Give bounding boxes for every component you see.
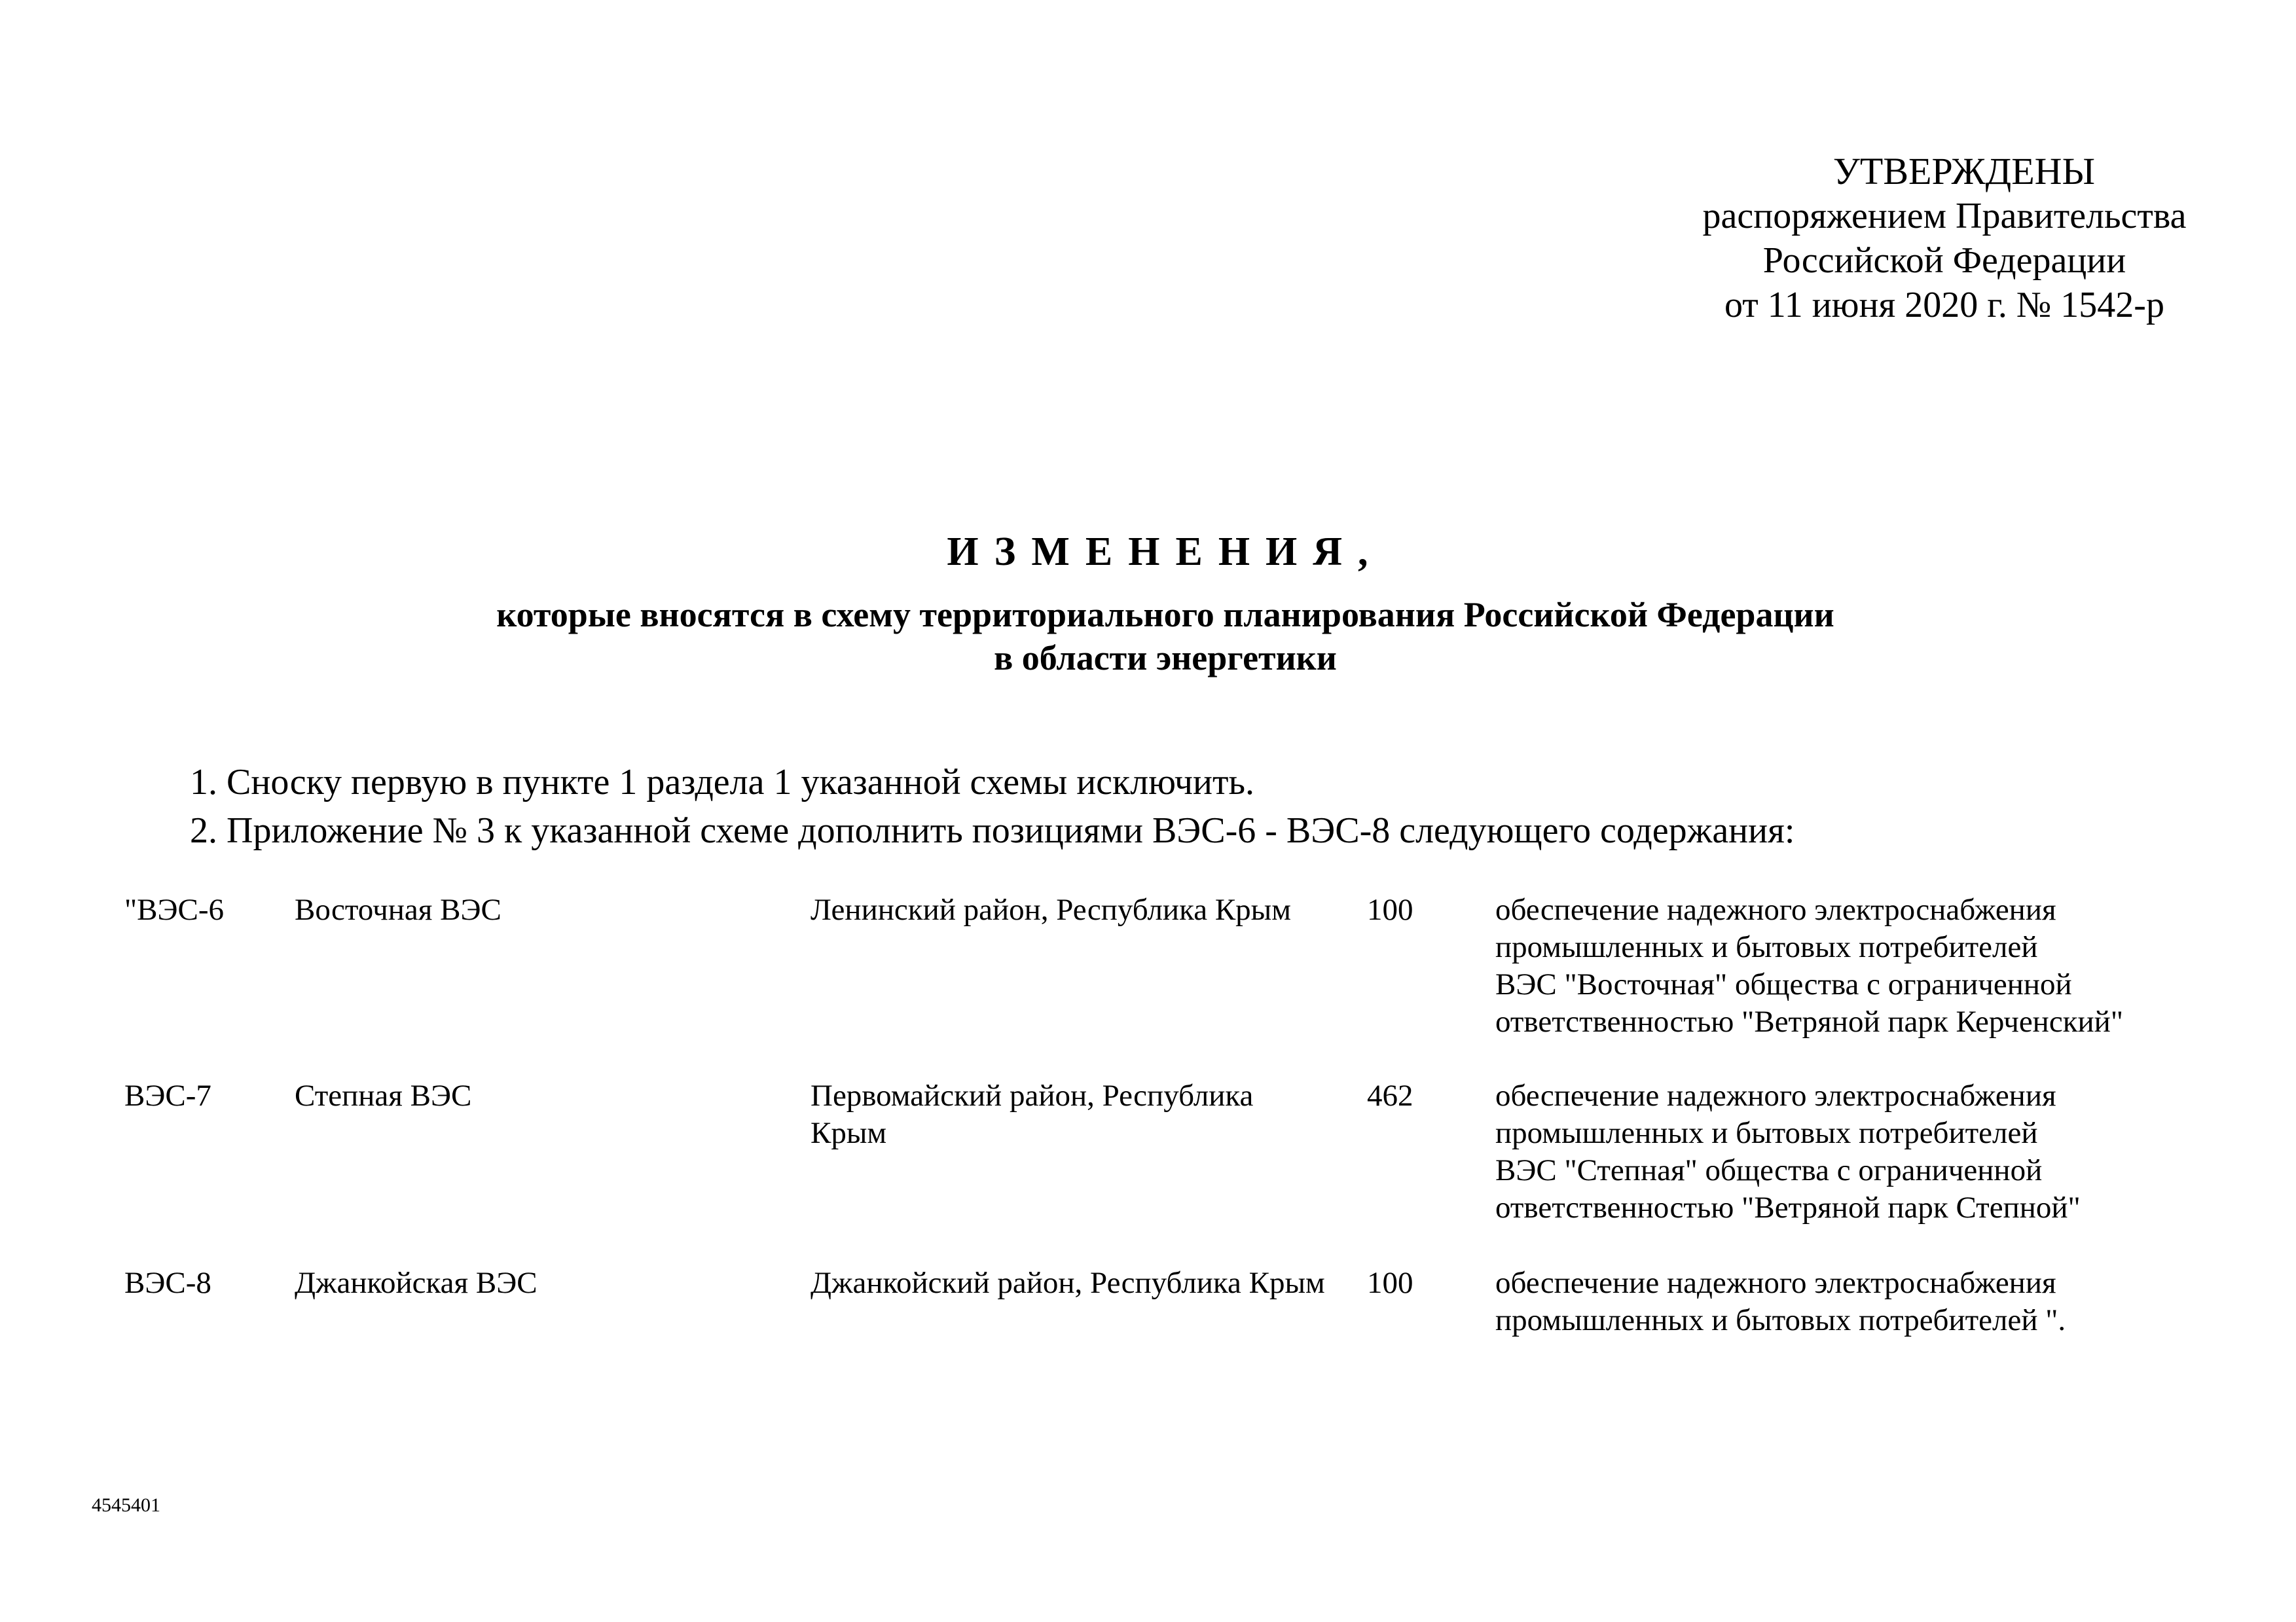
purpose-line: обеспечение надежного электроснабжения (1495, 1266, 2056, 1300)
purpose-line: промышленных и бытовых потребителей ". (1495, 1303, 2066, 1337)
purpose-line: ВЭС "Степная" общества с ограниченной (1495, 1153, 2043, 1187)
object-purpose (1495, 892, 2215, 1041)
object-code: ВЭС-8 (124, 1266, 211, 1300)
object-purpose (1495, 1265, 2215, 1339)
object-region: Первомайский район, Республика Крым (811, 1079, 1254, 1150)
approval-block (1676, 149, 2213, 327)
subtitle-line: в области энергетики (994, 638, 1337, 677)
purpose-line: ответственностью "Ветряной парк Степной" (1495, 1191, 2081, 1225)
object-region: Ленинский район, Республика Крым (811, 893, 1291, 927)
table-row (0, 1265, 2296, 1422)
purpose-line: обеспечение надежного электроснабжения (1495, 1079, 2056, 1113)
purpose-line: промышленных и бытовых потребителей (1495, 930, 2038, 964)
purpose-line: промышленных и бытовых потребителей (1495, 1116, 2038, 1150)
object-purpose (1495, 1077, 2215, 1227)
document-subtitle (327, 593, 2003, 679)
approval-title: УТВЕРЖДЕНЫ (1832, 150, 2096, 192)
approval-line: Российской Федерации (1762, 240, 2126, 281)
document-code-number: 4545401 (92, 1494, 160, 1516)
table-row (0, 892, 2296, 1049)
object-code: ВЭС-7 (124, 1079, 211, 1113)
object-power: 100 (1367, 1266, 1413, 1300)
object-name: Восточная ВЭС (295, 893, 501, 927)
object-power: 462 (1367, 1079, 1413, 1113)
object-name: Джанкойская ВЭС (295, 1266, 538, 1300)
subtitle-line: которые вносятся в схему территориального планирования Российской Федерации (496, 595, 1834, 634)
document-title: ИЗМЕНЕНИЯ, (947, 530, 1384, 574)
paragraph-2: 2. Приложение № 3 к указанной схеме дополнить позициями ВЭС-6 - ВЭС-8 следующего содержания: (190, 810, 1795, 851)
paragraph-1: 1. Сноску первую в пункте 1 раздела 1 указанной схемы исключить. (190, 762, 1255, 802)
table-row (0, 1077, 2296, 1235)
purpose-line: ВЭС "Восточная" общества с ограниченной (1495, 967, 2072, 1001)
object-power: 100 (1367, 893, 1413, 927)
object-region: Джанкойский район, Республика Крым (811, 1266, 1325, 1300)
purpose-line: обеспечение надежного электроснабжения (1495, 893, 2056, 927)
approval-line: от 11 июня 2020 г. № 1542-р (1724, 285, 2164, 325)
object-name: Степная ВЭС (295, 1079, 472, 1113)
object-code: "ВЭС-6 (124, 893, 225, 927)
approval-line: распоряжением Правительства (1702, 196, 2187, 236)
purpose-line: ответственностью "Ветряной парк Керченский" (1495, 1005, 2124, 1039)
